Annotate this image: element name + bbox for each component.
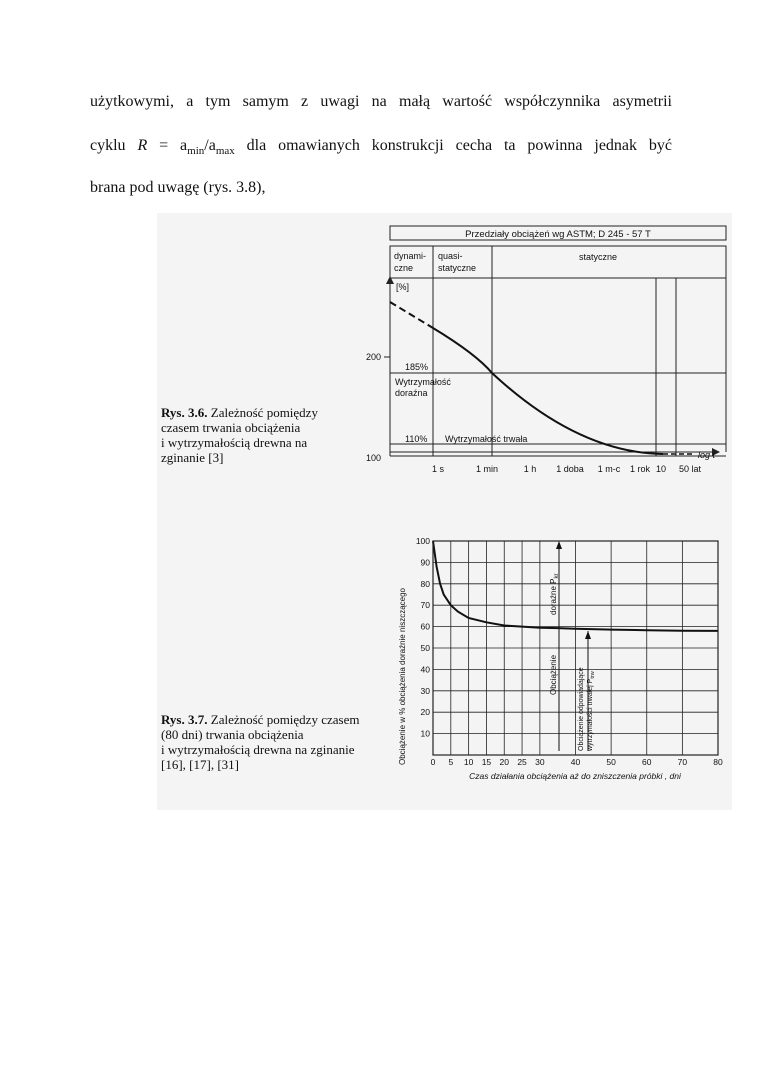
annotation-wytrzymalosc: Wytrzymałość: [395, 377, 451, 387]
zone-quasi-2: statyczne: [438, 263, 477, 273]
figure2-y-tick: 10: [420, 728, 430, 739]
zone-quasi-1: quasi-: [438, 251, 463, 261]
figure2-y-tick: 80: [420, 578, 430, 589]
y-unit-label: [%]: [396, 282, 410, 292]
x-tick-1rok: 1 rok: [629, 464, 651, 474]
figure2-x-tick: 25: [517, 757, 527, 767]
x-tick-50lat: 50 lat: [678, 464, 702, 474]
figure2-x-tick: 80: [713, 757, 723, 767]
figure2-y-tick: 60: [420, 621, 430, 632]
figure2-x-tick: 40: [570, 757, 581, 767]
x-tick-1min: 1 min: [475, 464, 499, 474]
zone-static: statyczne: [578, 252, 618, 262]
x-axis-label: log t: [698, 450, 716, 460]
annotation-trwala: Wytrzymałość trwała: [445, 434, 528, 444]
figure2-y-axis-label: Obciążenie w % obciążenia doraźnie niszczącego: [398, 588, 407, 765]
figure1-title: Przedziały obciążeń wg ASTM; D 245 - 57 T: [465, 229, 651, 240]
annotation-trwale: wytrzymałości trwałej $P_{trw}$: [587, 671, 596, 751]
x-tick-1doba: 1 doba: [556, 464, 584, 474]
x-tick-1s: 1 s: [431, 464, 445, 474]
y-tick-200: 200: [366, 352, 382, 362]
figure2-x-tick: 15: [481, 757, 492, 767]
figure2-y-tick: 90: [420, 557, 430, 568]
figure2-x-tick: 60: [642, 757, 652, 767]
x-tick-10: 10: [655, 464, 667, 474]
figure2-x-tick: 10: [463, 757, 474, 767]
figure2-y-tick: 100: [415, 536, 430, 546]
figure1-chart: [358, 218, 728, 480]
annotation-185: 185%: [405, 362, 429, 372]
annotation-obciazenie-odpowiadajace: Obciążenie odpowiadające: [578, 667, 585, 751]
x-tick-1mc: 1 m-c: [597, 464, 621, 474]
figure2-caption: Rys. 3.7. Zależność pomiędzy czasem (80 dni) trwania obciążenia i wytrzymałością drewna na zginanie [16], [17], [31]: [161, 712, 360, 772]
zone-dynamic-1: dynami-: [394, 251, 427, 261]
figure2-chart: [395, 535, 730, 785]
x-tick-1h: 1 h: [523, 464, 537, 474]
figure2-y-tick: 50: [420, 643, 430, 653]
figure1-caption: Rys. 3.6. Zależność pomiędzy czasem trwania obciążenia i wytrzymałością drewna na zginanie [3]: [161, 405, 318, 465]
figure2-x-tick: 70: [677, 757, 688, 767]
annotation-dorazne: doraźne $P_{kr}$: [549, 573, 560, 615]
symbol-R: R: [137, 137, 148, 154]
figure1-curve-dashed: [390, 302, 433, 328]
y-tick-100: 100: [366, 453, 382, 463]
figure2-y-tick: 40: [420, 664, 430, 675]
figure2-x-tick: 30: [535, 757, 545, 767]
figure2-y-tick: 70: [420, 600, 430, 611]
figure2-y-tick: 20: [420, 707, 430, 718]
annotation-110: 110%: [405, 434, 428, 444]
figure2-x-axis-label: Czas działania obciążenia aż do zniszczenia próbki , dni: [469, 771, 681, 781]
paragraph-line-2: cyklu $R = a_{min}/a_{max}$ dla omawianych konstrukcji cecha ta powinna jednak być: [90, 137, 673, 158]
figure2-y-tick: 30: [420, 685, 430, 696]
annotation-dorazna: doraźna: [395, 388, 428, 398]
annotation-obciazenie-1: Obciążenie: [549, 654, 558, 695]
zone-dynamic-2: czne: [394, 263, 414, 273]
paragraph-line-3: brana pod uwagę (rys. 3.8),: [90, 179, 266, 196]
figure2-x-tick: 5: [448, 757, 454, 767]
figure2-x-tick: 0: [430, 757, 436, 767]
paragraph-line-1: użytkowymi, a tym samym z uwagi na małą wartość współczynnika asymetrii: [90, 93, 672, 110]
figure2-x-tick: 20: [499, 757, 509, 767]
figure2-x-tick: 50: [606, 757, 616, 767]
